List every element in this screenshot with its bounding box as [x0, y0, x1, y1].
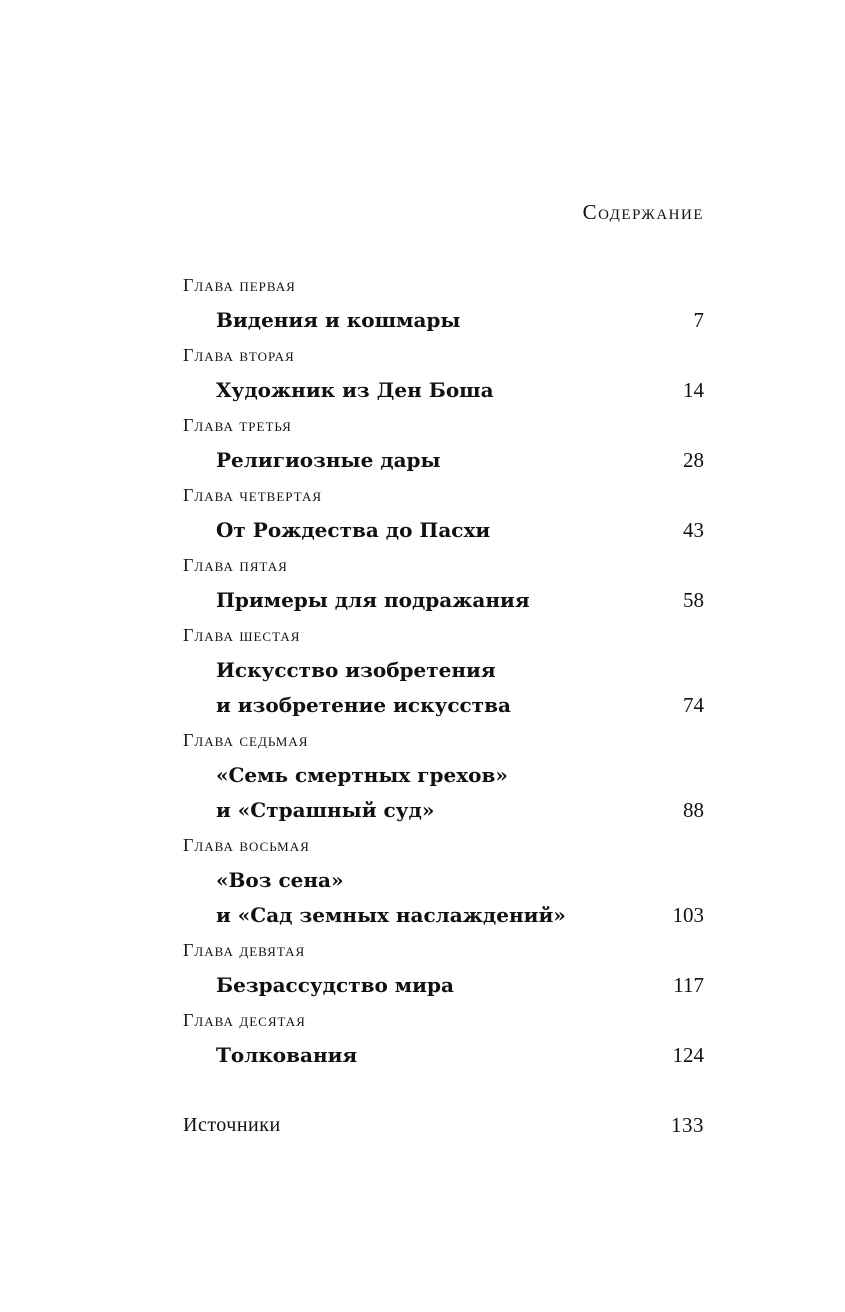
chapter-title-text: «Семь смертных грехов»	[216, 763, 508, 787]
chapter-title-text: Художник из Ден Боша	[216, 378, 494, 402]
chapter-page-number: 14	[683, 378, 704, 402]
chapter-title-text: От Рождества до Пасхи	[216, 518, 491, 542]
chapter-title-text: «Воз сена»	[216, 868, 344, 892]
chapter-title-line[interactable]	[183, 653, 704, 688]
chapter-label: Глава седьмая	[183, 730, 309, 750]
chapter-title-text: Примеры для подражания	[216, 588, 530, 612]
chapter-title-line[interactable]	[183, 373, 704, 408]
chapter-page-number: 58	[683, 588, 704, 612]
chapter-page-number: 88	[683, 798, 704, 822]
chapter-label: Глава восьмая	[183, 835, 310, 855]
chapter-label: Глава четвертая	[183, 485, 323, 505]
chapter-label: Глава вторая	[183, 345, 295, 365]
chapter-page-number: 124	[672, 1043, 704, 1067]
chapter-title-line[interactable]	[183, 863, 704, 898]
table-of-contents	[183, 268, 704, 1143]
chapter-label: Глава первая	[183, 275, 296, 295]
chapter-title-line[interactable]	[183, 443, 704, 478]
chapter-title-line[interactable]	[183, 303, 704, 338]
chapter-title-text: Видения и кошмары	[216, 308, 461, 332]
chapter-title-line[interactable]	[183, 1038, 704, 1073]
chapter-page-number: 43	[683, 518, 704, 542]
chapter-title-line[interactable]	[183, 898, 704, 933]
chapter-title-line[interactable]	[183, 583, 704, 618]
sources-label: Источники	[183, 1114, 281, 1136]
chapter-label: Глава шестая	[183, 625, 301, 645]
chapter-title-text: Религиозные дары	[216, 448, 441, 472]
chapter-label: Глава пятая	[183, 555, 288, 575]
chapter-title-text: Безрассудство мира	[216, 973, 454, 997]
toc-entry-sources[interactable]	[183, 1108, 704, 1143]
chapter-page-number: 7	[693, 308, 704, 332]
chapter-title-text: и «Страшный суд»	[216, 798, 435, 822]
spacer	[183, 1073, 704, 1108]
chapter-label: Глава третья	[183, 415, 292, 435]
chapter-title-line[interactable]	[183, 793, 704, 828]
chapter-title-line[interactable]	[183, 513, 704, 548]
chapter-title-text: и изобретение искусства	[216, 693, 511, 717]
toc-heading: Содержание	[582, 200, 704, 224]
chapter-list	[183, 268, 704, 1073]
chapter-page-number: 28	[683, 448, 704, 472]
chapter-title-text: Толкования	[216, 1043, 358, 1067]
chapter-title-line[interactable]	[183, 758, 704, 793]
chapter-title-line[interactable]	[183, 688, 704, 723]
chapter-page-number: 74	[683, 693, 704, 717]
chapter-label: Глава десятая	[183, 1010, 306, 1030]
chapter-title-line[interactable]	[183, 968, 704, 1003]
chapter-label: Глава девятая	[183, 940, 306, 960]
chapter-title-text: Искусство изобретения	[216, 658, 496, 682]
chapter-title-text: и «Сад земных наслаждений»	[216, 903, 566, 927]
chapter-page-number: 103	[672, 903, 704, 927]
sources-page-number: 133	[671, 1113, 704, 1137]
chapter-page-number: 117	[673, 973, 704, 997]
